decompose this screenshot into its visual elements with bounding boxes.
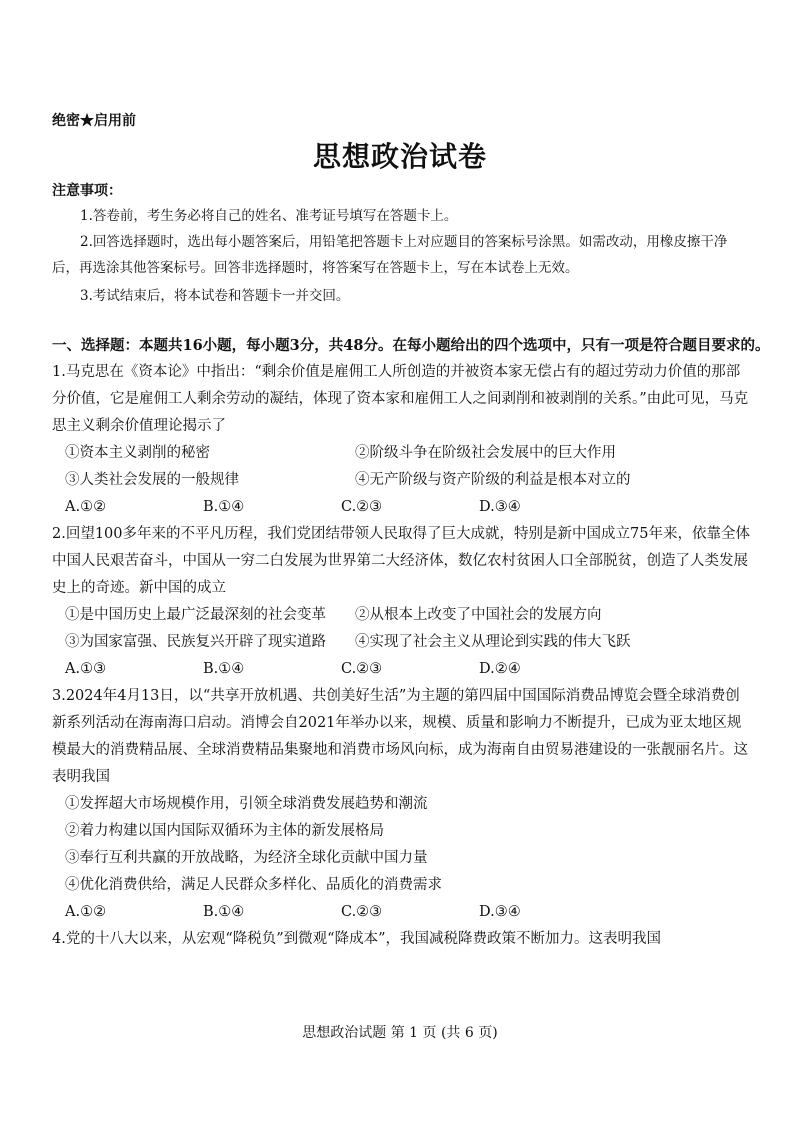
choice-c: C.②③ [341, 499, 383, 515]
option-item: ④无产阶级与资产阶级的利益是根本对立的 [355, 472, 631, 488]
notice-item: 3.考试结束后，将本试卷和答题卡一并交回。 [80, 288, 350, 304]
choice-b: B.①④ [203, 499, 245, 515]
page-footer: 思想政治试题 第 1 页 (共 6 页) [302, 1025, 498, 1041]
question-3-stem: 3.2024年4月13日，以“共享开放机遇、共创美好生活”为主题的第四届中国国际消费品博览会暨全球消费创新系列活动在海南海口启动。消博会自2021年举办以来，规模、质量和影响力不断提升，已成为亚太地区规模最大的消费精品展、全球消费精品集聚地和消费市场风向标，成为海南自由贸易港建设的一张靓丽名片。这表明我国 [52, 688, 748, 785]
option-item: ②着力构建以国内国际双循环为主体的新发展格局 [65, 823, 384, 839]
question-2-stem: 2.回望100多年来的不平凡历程，我们党团结带领人民取得了巨大成就，特别是新中国成立75年来，依靠全体中国人民艰苦奋斗，中国从一穷二白发展为世界第二大经济体，数亿农村贫困人口全部脱贫，创造了人类发展史上的奇迹。新中国的成立 [52, 526, 750, 596]
choice-c: C.②③ [341, 904, 383, 920]
choice-d: D.③④ [479, 904, 521, 920]
question-4-stem: 4.党的十八大以来，从宏观“降税负”到微观“降成本”，我国减税降费政策不断加力。这表明我国 [52, 931, 661, 947]
choice-a: A.①② [65, 499, 107, 515]
option-item: ④实现了社会主义从理论到实践的伟大飞跃 [355, 634, 631, 650]
choice-b: B.①④ [203, 661, 245, 677]
question-3-options [65, 791, 755, 926]
choice-a: A.①③ [65, 661, 107, 677]
section-title: 一、选择题：本题共16小题，每小题3分，共48分。在每小题给出的四个选项中，只有一项是符合题目要求的。 [52, 337, 770, 354]
option-item: ④优化消费供给，满足人民群众多样化、品质化的消费需求 [65, 877, 442, 893]
secret-mark: 绝密★启用前 [52, 113, 136, 129]
option-item: ②从根本上改变了中国社会的发展方向 [355, 607, 602, 623]
question-1-stem: 1.马克思在《资本论》中指出：“剩余价值是雇佣工人所创造的并被资本家无偿占有的超过劳动力价值的那部分价值，它是雇佣工人剩余劳动的凝结，体现了资本家和雇佣工人之间剥削和被剥削的关系。”由此可见，马克思主义剩余价值理论揭示了 [52, 364, 749, 434]
option-item: ③奉行互利共赢的开放战略，为经济全球化贡献中国力量 [65, 850, 428, 866]
choice-a: A.①② [65, 904, 107, 920]
option-item: ①是中国历史上最广泛最深刻的社会变革 [65, 607, 326, 623]
notice-item: 2.回答选择题时，选出每小题答案后，用铅笔把答题卡上对应题目的答案标号涂黑。如需改动，用橡皮擦干净后，再选涂其他答案标号。回答非选择题时，将答案写在答题卡上，写在本试卷上无效。 [52, 234, 728, 276]
choice-c: C.②③ [341, 661, 383, 677]
choice-d: D.②④ [479, 661, 521, 677]
notice-label: 注意事项： [52, 183, 122, 199]
option-item: ③人类社会发展的一般规律 [65, 472, 239, 488]
question-1-options [65, 440, 755, 521]
option-item: ③为国家富强、民族复兴开辟了现实道路 [65, 634, 326, 650]
option-item: ①资本主义剥削的秘密 [65, 445, 210, 461]
question-2-options [65, 602, 755, 683]
page-title: 思想政治试卷 [312, 140, 487, 173]
choice-b: B.①④ [203, 904, 245, 920]
notice-item: 1.答卷前，考生务必将自己的姓名、准考证号填写在答题卡上。 [80, 208, 458, 224]
choice-d: D.③④ [479, 499, 521, 515]
option-item: ②阶级斗争在阶级社会发展中的巨大作用 [355, 445, 616, 461]
option-item: ①发挥超大市场规模作用，引领全球消费发展趋势和潮流 [65, 796, 428, 812]
